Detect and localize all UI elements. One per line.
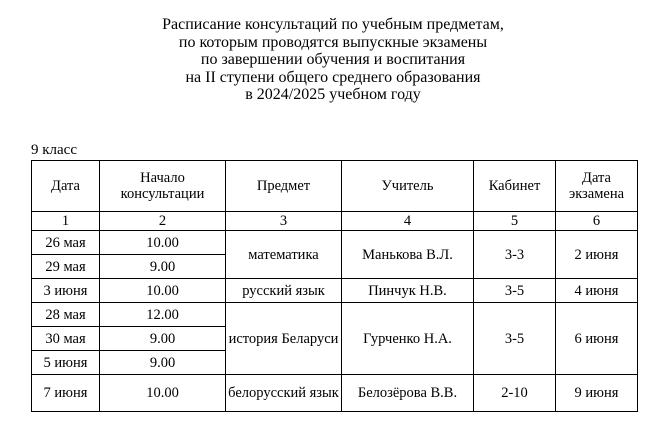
column-number: 5 [474, 212, 556, 231]
consultation-date: 30 мая [32, 327, 100, 351]
teacher-cell: Манькова В.Л. [342, 231, 474, 279]
header-room: Кабинет [474, 161, 556, 212]
teacher-cell: Белозёрова В.В. [342, 375, 474, 412]
column-number: 4 [342, 212, 474, 231]
column-number: 1 [32, 212, 100, 231]
exam-date-cell: 4 июня [556, 279, 638, 303]
schedule-table [31, 160, 638, 412]
room-cell: 3-5 [474, 279, 556, 303]
table-row [32, 279, 638, 303]
subject-cell: русский язык [226, 279, 342, 303]
table-row [32, 375, 638, 412]
consultation-date: 29 мая [32, 255, 100, 279]
exam-date-cell: 6 июня [556, 303, 638, 375]
class-label: 9 класс [31, 142, 77, 158]
consultation-date: 7 июня [32, 375, 100, 412]
room-cell: 3-3 [474, 231, 556, 279]
title-line: на II ступени общего среднего образования [185, 68, 481, 86]
consultation-start: 10.00 [100, 231, 226, 255]
column-number-row [32, 212, 638, 231]
consultation-start: 10.00 [100, 279, 226, 303]
consultation-date: 3 июня [32, 279, 100, 303]
subject-cell: история Беларуси [226, 303, 342, 375]
title-line: по завершении обучения и воспитания [200, 51, 466, 68]
consultation-start: 9.00 [100, 351, 226, 375]
column-number: 6 [556, 212, 638, 231]
title-line: по которым проводятся выпускные экзамены [178, 33, 488, 51]
teacher-cell: Пинчук Н.В. [342, 279, 474, 303]
title-line: в 2024/2025 учебном году [245, 86, 421, 103]
title-line: Расписание консультаций по учебным предметам, [162, 16, 504, 33]
consultation-start: 10.00 [100, 375, 226, 412]
exam-date-cell: 2 июня [556, 231, 638, 279]
consultation-start: 9.00 [100, 255, 226, 279]
header-teacher: Учитель [342, 161, 474, 212]
subject-cell: математика [226, 231, 342, 279]
exam-date-cell: 9 июня [556, 375, 638, 412]
room-cell: 2-10 [474, 375, 556, 412]
consultation-date: 5 июня [32, 351, 100, 375]
document-title [0, 16, 666, 104]
header-row [32, 161, 638, 212]
teacher-cell: Гурченко Н.А. [342, 303, 474, 375]
header-date: Дата [32, 161, 100, 212]
consultation-date: 28 мая [32, 303, 100, 327]
room-cell: 3-5 [474, 303, 556, 375]
consultation-start: 12.00 [100, 303, 226, 327]
column-number: 3 [226, 212, 342, 231]
table-row [32, 231, 638, 255]
header-subject: Предмет [226, 161, 342, 212]
consultation-date: 26 мая [32, 231, 100, 255]
subject-cell: белорусский язык [226, 375, 342, 412]
header-exam-date: Дата экзамена [556, 161, 638, 212]
column-number: 2 [100, 212, 226, 231]
consultation-start: 9.00 [100, 327, 226, 351]
table-row [32, 303, 638, 327]
header-start-time: Начало консультации [100, 161, 226, 212]
